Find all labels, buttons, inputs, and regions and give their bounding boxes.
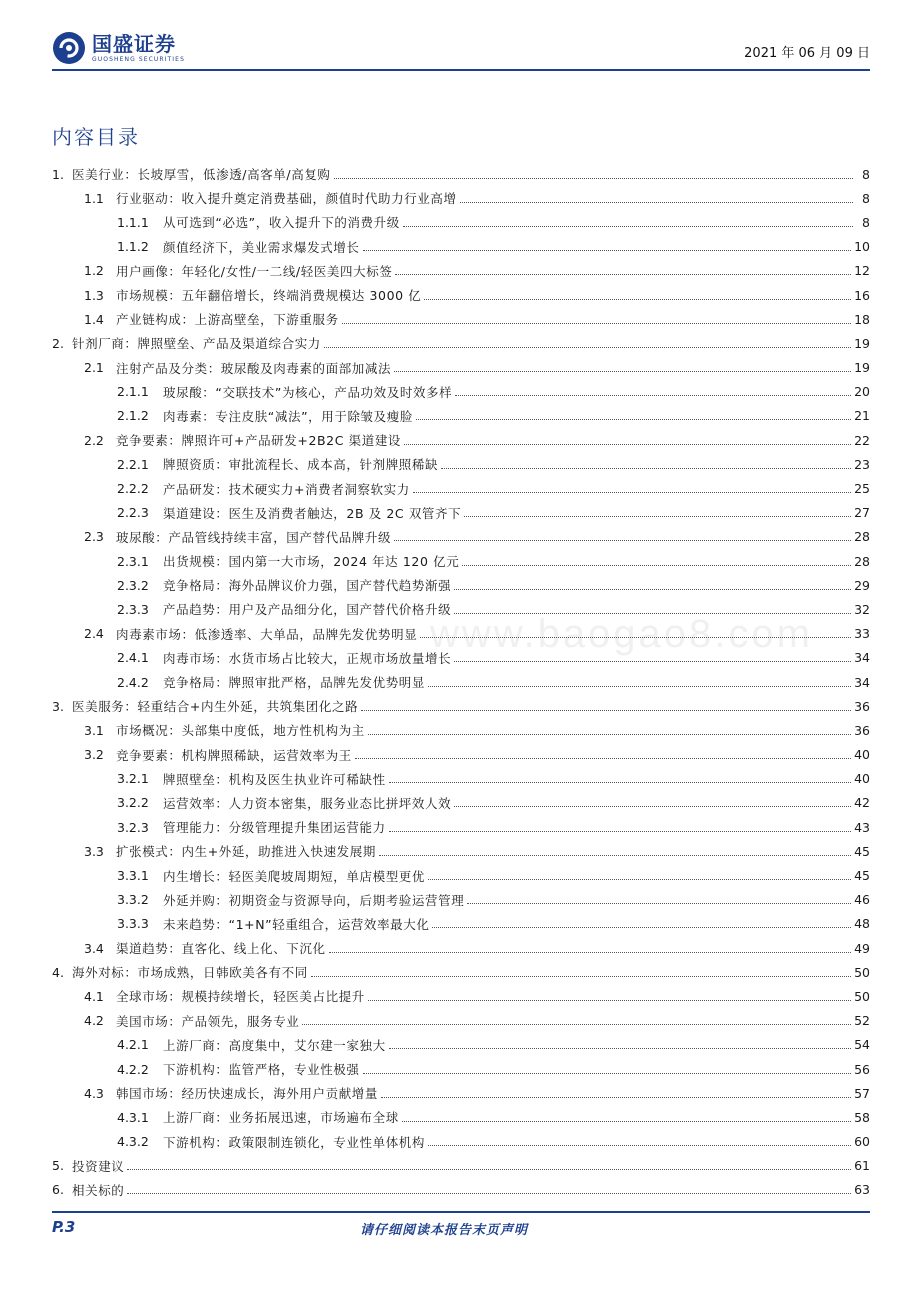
toc-entry-number: 2.2.2: [117, 481, 149, 497]
toc-entry[interactable]: [52, 767, 870, 791]
toc-leader-dots: [342, 323, 851, 324]
toc-entry-number: 3.3.2: [117, 892, 149, 908]
toc-entry-title: 产业链构成：上游高壁垒，下游重服务: [116, 312, 339, 328]
toc-entry-page: 52: [854, 1013, 870, 1029]
toc-entry[interactable]: [52, 960, 870, 984]
toc-entry-title: 医美行业：长坡厚雪，低渗透/高客单/高复购: [72, 167, 331, 183]
toc-entry-page: 29: [854, 577, 870, 593]
toc-leader-dots: [329, 952, 851, 953]
toc-entry-page: 61: [854, 1158, 870, 1174]
toc-entry-page: 22: [854, 432, 870, 448]
toc-entry[interactable]: [52, 162, 870, 186]
toc-leader-dots: [413, 492, 851, 493]
toc-entry-page: 42: [854, 795, 870, 811]
toc-leader-dots: [381, 1097, 851, 1098]
toc-entry[interactable]: [52, 646, 870, 670]
toc-entry[interactable]: [52, 428, 870, 452]
toc-leader-dots: [454, 661, 851, 662]
toc-entry-number: 1.: [52, 166, 64, 182]
toc-entry[interactable]: [52, 501, 870, 525]
toc-entry[interactable]: [52, 404, 870, 428]
toc-entry-title: 用户画像：年轻化/女性/一二线/轻医美四大标签: [116, 263, 393, 279]
toc-entry-number: 2.: [52, 335, 64, 351]
toc-entry-number: 2.3.1: [117, 553, 149, 569]
toc-entry-page: 33: [854, 626, 870, 642]
toc-entry-number: 3.1: [84, 722, 104, 738]
logo-english-name: GUOSHENG SECURITIES: [92, 55, 185, 63]
watermark: www.baogao8.com: [430, 612, 813, 656]
toc-entry[interactable]: [52, 1130, 870, 1154]
toc-entry-page: 63: [854, 1182, 870, 1198]
toc-entry[interactable]: [52, 815, 870, 839]
toc-entry-page: 60: [854, 1134, 870, 1150]
toc-entry-title: 渠道建设：医生及消费者触达，2B 及 2C 双管齐下: [163, 505, 462, 521]
toc-leader-dots: [355, 758, 851, 759]
toc-entry-number: 4.2.1: [117, 1037, 149, 1053]
toc-leader-dots: [404, 444, 851, 445]
toc-leader-dots: [127, 1193, 851, 1194]
toc-entry-title: 下游机构：监管严格，专业性极强: [163, 1062, 360, 1078]
toc-entry-title: 美国市场：产品领先，服务专业: [116, 1013, 300, 1029]
toc-entry-number: 3.2.1: [117, 771, 149, 787]
toc-entry-page: 40: [854, 747, 870, 763]
toc-entry[interactable]: [52, 1033, 870, 1057]
toc-entry-title: 肉毒素：专注皮肤“减法”，用于除皱及瘦脸: [163, 408, 413, 424]
toc-entry-page: 28: [854, 553, 870, 569]
toc-entry-title: 牌照资质：审批流程长、成本高，针剂牌照稀缺: [163, 457, 439, 473]
toc-entry[interactable]: [52, 1081, 870, 1105]
toc-entry-title: 产品趋势：用户及产品细分化，国产替代价格升级: [163, 602, 452, 618]
toc-leader-dots: [441, 468, 851, 469]
toc-entry-number: 1.1: [84, 190, 104, 206]
toc-entry-number: 2.4.1: [117, 650, 149, 666]
toc-leader-dots: [394, 540, 851, 541]
toc-entry-page: 45: [854, 868, 870, 884]
toc-leader-dots: [428, 1145, 851, 1146]
toc-entry-title: 玻尿酸：“交联技术”为核心，产品功效及时效多样: [163, 384, 453, 400]
toc-entry-title: 投资建议: [72, 1158, 125, 1174]
toc-entry-number: 3.3.3: [117, 916, 149, 932]
toc-entry-page: 20: [854, 384, 870, 400]
toc-leader-dots: [324, 347, 851, 348]
toc-leader-dots: [127, 1169, 851, 1170]
toc-entry-title: 内生增长：轻医美爬坡周期短，单店模型更优: [163, 868, 426, 884]
toc-entry-title: 未来趋势：“1+N”轻重组合，运营效率最大化: [163, 916, 430, 932]
toc-entry-title: 竞争格局：海外品牌议价力强，国产替代趋势渐强: [163, 578, 452, 594]
toc-entry-title: 扩张模式：内生+外延，助推进入快速发展期: [116, 844, 376, 860]
toc-entry[interactable]: [52, 525, 870, 549]
toc-entry[interactable]: [52, 622, 870, 646]
toc-entry[interactable]: [52, 380, 870, 404]
toc-entry-page: 36: [854, 698, 870, 714]
toc-entry-number: 3.2.3: [117, 819, 149, 835]
toc-entry[interactable]: [52, 912, 870, 936]
toc-leader-dots: [389, 1048, 851, 1049]
footer-divider: [52, 1211, 870, 1213]
toc-entry[interactable]: [52, 1009, 870, 1033]
toc-entry-number: 2.3.3: [117, 601, 149, 617]
toc-entry[interactable]: [52, 888, 870, 912]
toc-leader-dots: [455, 395, 851, 396]
toc-leader-dots: [467, 903, 851, 904]
toc-entry-page: 40: [854, 771, 870, 787]
toc-entry[interactable]: [52, 476, 870, 500]
toc-entry-number: 4.1: [84, 988, 104, 1004]
toc-entry-page: 56: [854, 1061, 870, 1077]
toc-entry-title: 竞争要素：牌照许可+产品研发+2B2C 渠道建设: [116, 433, 402, 449]
toc-entry-title: 出货规模：国内第一大市场，2024 年达 120 亿元: [163, 554, 460, 570]
toc-entry-title: 市场规模：五年翻倍增长，终端消费规模达 3000 亿: [116, 288, 422, 304]
toc-entry-number: 2.3: [84, 529, 104, 545]
toc-entry[interactable]: [52, 863, 870, 887]
toc-entry-title: 竞争要素：机构牌照稀缺，运营效率为王: [116, 747, 352, 763]
toc-entry-page: 28: [854, 529, 870, 545]
toc-title: 内容目录: [52, 125, 140, 149]
toc-entry-title: 韩国市场：经历快速成长，海外用户贡献增量: [116, 1086, 379, 1102]
toc-entry-number: 3.3: [84, 843, 104, 859]
toc-entry-page: 43: [854, 819, 870, 835]
toc-entry[interactable]: [52, 1057, 870, 1081]
toc-entry-page: 18: [854, 311, 870, 327]
toc-entry-number: 4.: [52, 964, 64, 980]
table-of-contents: [52, 162, 870, 1202]
toc-entry[interactable]: [52, 670, 870, 694]
toc-entry-page: 57: [854, 1085, 870, 1101]
toc-leader-dots: [424, 299, 851, 300]
toc-entry-title: 上游厂商：业务拓展迅速，市场遍布全球: [163, 1110, 399, 1126]
company-logo: [52, 28, 185, 68]
toc-entry-number: 2.1: [84, 360, 104, 376]
toc-entry-number: 2.1.2: [117, 408, 149, 424]
toc-leader-dots: [432, 927, 851, 928]
toc-leader-dots: [402, 1121, 851, 1122]
toc-entry-page: 49: [854, 940, 870, 956]
toc-entry-title: 玻尿酸：产品管线持续丰富，国产替代品牌升级: [116, 529, 392, 545]
toc-entry-page: 32: [854, 601, 870, 617]
toc-leader-dots: [368, 1000, 851, 1001]
toc-entry-page: 50: [854, 964, 870, 980]
toc-entry-title: 注射产品及分类：玻尿酸及肉毒素的面部加减法: [116, 360, 392, 376]
toc-entry-number: 2.2: [84, 432, 104, 448]
toc-entry-title: 针剂厂商：牌照壁垒、产品及渠道综合实力: [72, 336, 321, 352]
toc-entry-title: 下游机构：政策限制连锁化，专业性单体机构: [163, 1134, 426, 1150]
toc-entry[interactable]: [52, 791, 870, 815]
toc-entry-page: 58: [854, 1109, 870, 1125]
toc-leader-dots: [428, 879, 851, 880]
toc-leader-dots: [361, 710, 851, 711]
page-number: P.3: [52, 1218, 76, 1236]
toc-entry-number: 1.4: [84, 311, 104, 327]
toc-entry-title: 竞争格局：牌照审批严格，品牌先发优势明显: [163, 675, 426, 691]
toc-entry[interactable]: [52, 984, 870, 1008]
toc-leader-dots: [416, 419, 851, 420]
toc-leader-dots: [403, 226, 853, 227]
toc-entry[interactable]: [52, 186, 870, 210]
toc-entry[interactable]: [52, 694, 870, 718]
toc-leader-dots: [368, 734, 851, 735]
toc-leader-dots: [389, 782, 851, 783]
toc-entry-number: 4.3: [84, 1085, 104, 1101]
toc-entry[interactable]: [52, 597, 870, 621]
toc-entry[interactable]: [52, 235, 870, 259]
toc-leader-dots: [379, 855, 851, 856]
toc-entry[interactable]: [52, 331, 870, 355]
toc-entry-number: 1.3: [84, 287, 104, 303]
toc-entry[interactable]: [52, 452, 870, 476]
toc-entry-number: 1.1.2: [117, 239, 149, 255]
toc-entry-title: 运营效率：人力资本密集，服务业态比拼坪效人效: [163, 795, 452, 811]
disclaimer-notice: 请仔细阅读本报告末页声明: [360, 1223, 529, 1238]
toc-entry-title: 相关标的: [72, 1182, 125, 1198]
toc-entry-number: 1.2: [84, 263, 104, 279]
toc-leader-dots: [464, 516, 851, 517]
toc-entry[interactable]: [52, 573, 870, 597]
toc-entry-page: 36: [854, 722, 870, 738]
toc-leader-dots: [334, 178, 853, 179]
toc-entry[interactable]: [52, 549, 870, 573]
toc-entry[interactable]: [52, 839, 870, 863]
logo-emblem-icon: [52, 31, 86, 65]
toc-entry-number: 3.: [52, 698, 64, 714]
toc-entry-title: 行业驱动：收入提升奠定消费基础，颜值时代助力行业高增: [116, 191, 457, 207]
toc-entry-number: 4.2: [84, 1013, 104, 1029]
toc-entry[interactable]: [52, 356, 870, 380]
toc-entry-page: 34: [854, 650, 870, 666]
toc-entry-number: 3.2: [84, 747, 104, 763]
toc-entry-page: 34: [854, 674, 870, 690]
toc-entry[interactable]: [52, 718, 870, 742]
toc-entry-number: 2.1.1: [117, 384, 149, 400]
toc-entry-number: 3.3.1: [117, 868, 149, 884]
toc-entry-number: 4.3.2: [117, 1134, 149, 1150]
toc-entry[interactable]: [52, 1178, 870, 1202]
toc-entry-page: 8: [862, 166, 870, 182]
toc-leader-dots: [454, 613, 851, 614]
toc-entry-title: 上游厂商：高度集中，艾尔建一家独大: [163, 1037, 386, 1053]
toc-entry-page: 19: [854, 335, 870, 351]
toc-entry-page: 50: [854, 988, 870, 1004]
toc-entry-title: 牌照壁垒：机构及医生执业许可稀缺性: [163, 771, 386, 787]
toc-entry-page: 45: [854, 843, 870, 859]
toc-entry-page: 16: [854, 287, 870, 303]
toc-entry-page: 19: [854, 360, 870, 376]
toc-entry-title: 渠道趋势：直客化、线上化、下沉化: [116, 941, 326, 957]
toc-leader-dots: [428, 686, 851, 687]
toc-entry-page: 10: [854, 239, 870, 255]
toc-entry-title: 颜值经济下，美业需求爆发式增长: [163, 239, 360, 255]
toc-entry-title: 产品研发：技术硬实力+消费者洞察软实力: [163, 481, 410, 497]
toc-leader-dots: [389, 831, 851, 832]
toc-entry-number: 4.2.2: [117, 1061, 149, 1077]
toc-entry-title: 肉毒素市场：低渗透率、大单品，品牌先发优势明显: [116, 626, 418, 642]
toc-entry-page: 25: [854, 481, 870, 497]
toc-entry-page: 21: [854, 408, 870, 424]
report-date: 2021 年 06 月 09 日: [744, 46, 870, 61]
toc-entry-number: 2.4: [84, 626, 104, 642]
toc-entry-number: 2.4.2: [117, 674, 149, 690]
toc-entry[interactable]: [52, 307, 870, 331]
toc-entry-page: 54: [854, 1037, 870, 1053]
toc-entry[interactable]: [52, 259, 870, 283]
toc-leader-dots: [363, 1073, 852, 1074]
logo-chinese-name: 国盛证券: [92, 31, 176, 56]
header-divider: [52, 69, 870, 71]
toc-entry-page: 46: [854, 892, 870, 908]
toc-entry-title: 外延并购：初期资金与资源导向，后期考验运营管理: [163, 892, 465, 908]
toc-entry[interactable]: [52, 1105, 870, 1129]
toc-entry-number: 2.2.1: [117, 456, 149, 472]
toc-entry-title: 肉毒市场：水货市场占比较大，正规市场放量增长: [163, 650, 452, 666]
toc-entry-number: 2.3.2: [117, 577, 149, 593]
toc-leader-dots: [454, 806, 851, 807]
toc-entry-title: 管理能力：分级管理提升集团运营能力: [163, 820, 386, 836]
toc-entry-number: 2.2.3: [117, 505, 149, 521]
toc-entry[interactable]: [52, 210, 870, 234]
toc-entry[interactable]: [52, 1154, 870, 1178]
toc-leader-dots: [454, 589, 851, 590]
toc-entry[interactable]: [52, 936, 870, 960]
toc-leader-dots: [363, 250, 852, 251]
toc-entry-title: 全球市场：规模持续增长，轻医美占比提升: [116, 989, 365, 1005]
toc-entry-title: 海外对标：市场成熟，日韩欧美各有不同: [72, 965, 308, 981]
page-header: [52, 28, 870, 72]
toc-entry-page: 8: [862, 190, 870, 206]
toc-entry[interactable]: [52, 743, 870, 767]
toc-entry-number: 3.2.2: [117, 795, 149, 811]
toc-leader-dots: [394, 371, 851, 372]
toc-entry-number: 1.1.1: [117, 214, 149, 230]
toc-entry[interactable]: [52, 283, 870, 307]
toc-leader-dots: [395, 274, 851, 275]
toc-leader-dots: [462, 565, 851, 566]
toc-entry-number: 6.: [52, 1182, 64, 1198]
toc-leader-dots: [311, 976, 851, 977]
toc-entry-title: 医美服务：轻重结合+内生外延，共筑集团化之路: [72, 699, 359, 715]
toc-entry-page: 8: [862, 214, 870, 230]
toc-entry-page: 12: [854, 263, 870, 279]
toc-entry-page: 27: [854, 505, 870, 521]
toc-entry-number: 4.3.1: [117, 1109, 149, 1125]
toc-entry-page: 48: [854, 916, 870, 932]
toc-leader-dots: [302, 1024, 851, 1025]
toc-leader-dots: [420, 637, 851, 638]
toc-entry-title: 从可选到“必选”，收入提升下的消费升级: [163, 215, 400, 231]
toc-entry-number: 5.: [52, 1158, 64, 1174]
toc-entry-page: 23: [854, 456, 870, 472]
toc-entry-number: 3.4: [84, 940, 104, 956]
toc-leader-dots: [460, 202, 853, 203]
toc-entry-title: 市场概况：头部集中度低，地方性机构为主: [116, 723, 365, 739]
